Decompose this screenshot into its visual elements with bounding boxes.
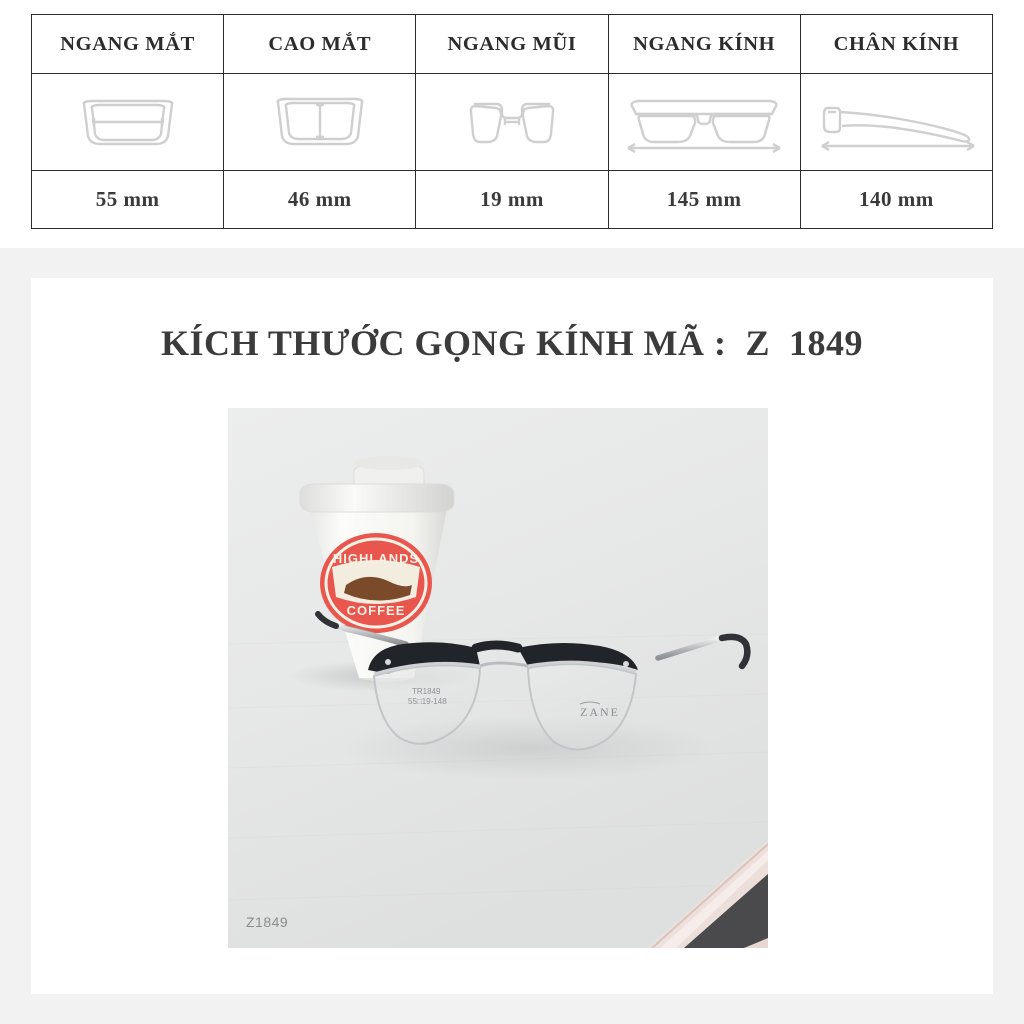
spec-header-frame-width: NGANG KÍNH	[608, 15, 800, 74]
svg-text:HIGHLANDS: HIGHLANDS	[332, 551, 420, 566]
spec-icon-cell-frame-width	[608, 74, 800, 171]
spec-table-container	[31, 14, 993, 229]
spec-table	[31, 14, 993, 229]
spec-value-bridge-width: 19 mm	[416, 171, 608, 229]
temple-length-icon	[801, 74, 992, 170]
svg-text:ZANE: ZANE	[580, 705, 620, 719]
frame-width-icon	[609, 74, 800, 170]
lens-width-icon	[32, 74, 223, 170]
page-title: KÍCH THƯỚC GỌNG KÍNH MÃ : Z 1849	[160, 323, 864, 363]
spec-value-lens-width: 55 mm	[32, 171, 224, 229]
spec-icon-cell-temple-length	[800, 74, 992, 171]
svg-text:55□19-148: 55□19-148	[408, 697, 447, 706]
bridge-width-icon	[416, 74, 607, 170]
lens-height-icon	[224, 74, 415, 170]
svg-text:COFFEE: COFFEE	[346, 603, 406, 618]
spec-icon-cell-bridge-width	[416, 74, 608, 171]
spec-header-lens-height: CAO MẮT	[224, 15, 416, 74]
spec-table-value-row	[32, 171, 993, 229]
spec-header-bridge-width: NGANG MŨI	[416, 15, 608, 74]
spec-icon-cell-lens-width	[32, 74, 224, 171]
spec-table-icon-row	[32, 74, 993, 171]
product-code-label: Z1849	[246, 914, 289, 930]
spec-value-lens-height: 46 mm	[224, 171, 416, 229]
svg-text:TR1849: TR1849	[412, 687, 441, 696]
spec-icon-cell-lens-height	[224, 74, 416, 171]
spec-table-header-row	[32, 15, 993, 74]
spec-value-temple-length: 140 mm	[800, 171, 992, 229]
spec-header-lens-width: NGANG MẮT	[32, 15, 224, 74]
product-photo	[228, 408, 768, 948]
spec-header-temple-length: CHÂN KÍNH	[800, 15, 992, 74]
spec-value-frame-width: 145 mm	[608, 171, 800, 229]
